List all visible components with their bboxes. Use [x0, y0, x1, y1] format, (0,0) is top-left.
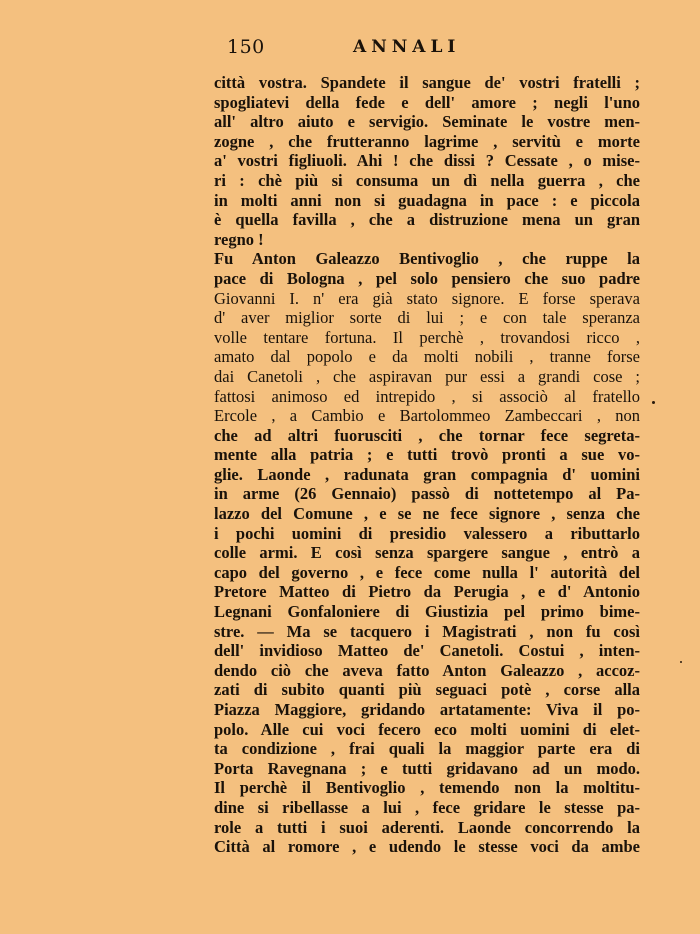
text-line: polo. Alle cui voci fecero eco molti uomini di elet-: [214, 719, 640, 739]
text-line: capo del governo , e fece come nulla l' autorità del: [214, 562, 640, 582]
text-line: dai Canetoli , che aspiravan pur essi a grandi cose ;: [214, 366, 640, 386]
text-line: pace di Bologna , pel solo pensiero che suo padre: [214, 268, 640, 288]
text-line: Porta Ravegnana ; e tutti gridavano ad un modo.: [214, 758, 640, 778]
text-line: i pochi uomini di presidio valessero a ributtarlo: [214, 523, 640, 543]
text-line: mente alla patria ; e tutti trovò pronti a sue vo-: [214, 445, 640, 465]
text-line: Giovanni I. n' era già stato signore. E forse sperava: [214, 288, 640, 308]
text-line: Ercole , a Cambio e Bartolommeo Zambeccari , non: [214, 406, 640, 426]
text-line: Città al romore , e udendo le stesse voci da ambe: [214, 837, 640, 857]
text-line: Il perchè il Bentivoglio , temendo non la moltitu-: [214, 778, 640, 798]
text-line: in molti anni non si guadagna in pace : e piccola: [214, 190, 640, 210]
text-line: all' altro aiuto e servigio. Seminate le vostre men-: [214, 112, 640, 132]
text-line: Piazza Maggiore, gridando artatamente: Viva il po-: [214, 700, 640, 719]
running-title: ANNALI: [353, 37, 461, 57]
text-line: colle armi. E così senza spargere sangue , entrò a: [214, 543, 640, 563]
text-line: Pretore Matteo di Pietro da Perugia , e d' Antonio: [214, 582, 640, 602]
margin-speck: [680, 661, 682, 663]
text-line: Legnani Gonfaloniere di Giustizia pel primo bime-: [214, 602, 640, 622]
text-line: ta condizione , frai quali la maggior parte era di: [214, 739, 640, 759]
text-line: volle tentare fortuna. Il perchè , trovandosi ricco ,: [214, 327, 640, 347]
page-number: 150: [227, 36, 265, 58]
text-line: amato dal popolo e da molti nobili , tranne forse: [214, 347, 640, 367]
text-line: stre. — Ma se tacquero i Magistrati , non fu così: [214, 621, 640, 641]
text-line: fattosi animoso ed intrepido , si associò al fratello: [214, 386, 640, 406]
text-line: in arme (26 Gennaio) passò di nottetempo al Pa-: [214, 484, 640, 504]
text-line: spogliatevi della fede e dell' amore ; negli l'uno: [214, 92, 640, 112]
text-line: role a tutti i suoi aderenti. Laonde concorrendo la: [214, 817, 640, 837]
text-line: dine si ribellasse a lui , fece gridare le stesse pa-: [214, 797, 640, 817]
text-line: zogne , che frutteranno lagrime , servitù e morte: [214, 131, 640, 151]
text-line: d' aver miglior sorte di lui ; e con tale speranza: [214, 308, 640, 328]
text-line: a' vostri figliuoli. Ahi ! che dissi ? Cessate , o mise-: [214, 151, 640, 171]
text-line: lazzo del Comune , e se ne fece signore , senza che: [214, 504, 640, 524]
text-line: dendo ciò che aveva fatto Anton Galeazzo , accoz-: [214, 660, 640, 680]
body-text: [214, 73, 640, 857]
text-line: regno !: [214, 229, 264, 249]
text-line: dell' invidioso Matteo de' Canetoli. Costui , inten-: [214, 641, 640, 661]
text-line: zati di subito quanti più seguaci potè , corse alla: [214, 680, 640, 700]
text-line: Fu Anton Galeazzo Bentivoglio , che ruppe la: [214, 249, 640, 269]
page-header: [215, 36, 640, 60]
text-line: è quella favilla , che a distruzione mena un gran: [214, 210, 640, 230]
text-line: glie. Laonde , radunata gran compagnia d' uomini: [214, 464, 640, 484]
text-line: che ad altri fuorusciti , che tornar fece segreta-: [214, 425, 640, 445]
text-line: città vostra. Spandete il sangue de' vostri fratelli ;: [214, 73, 640, 92]
margin-speck: [652, 401, 655, 404]
text-line: ri : chè più si consuma un dì nella guerra , che: [214, 170, 640, 190]
